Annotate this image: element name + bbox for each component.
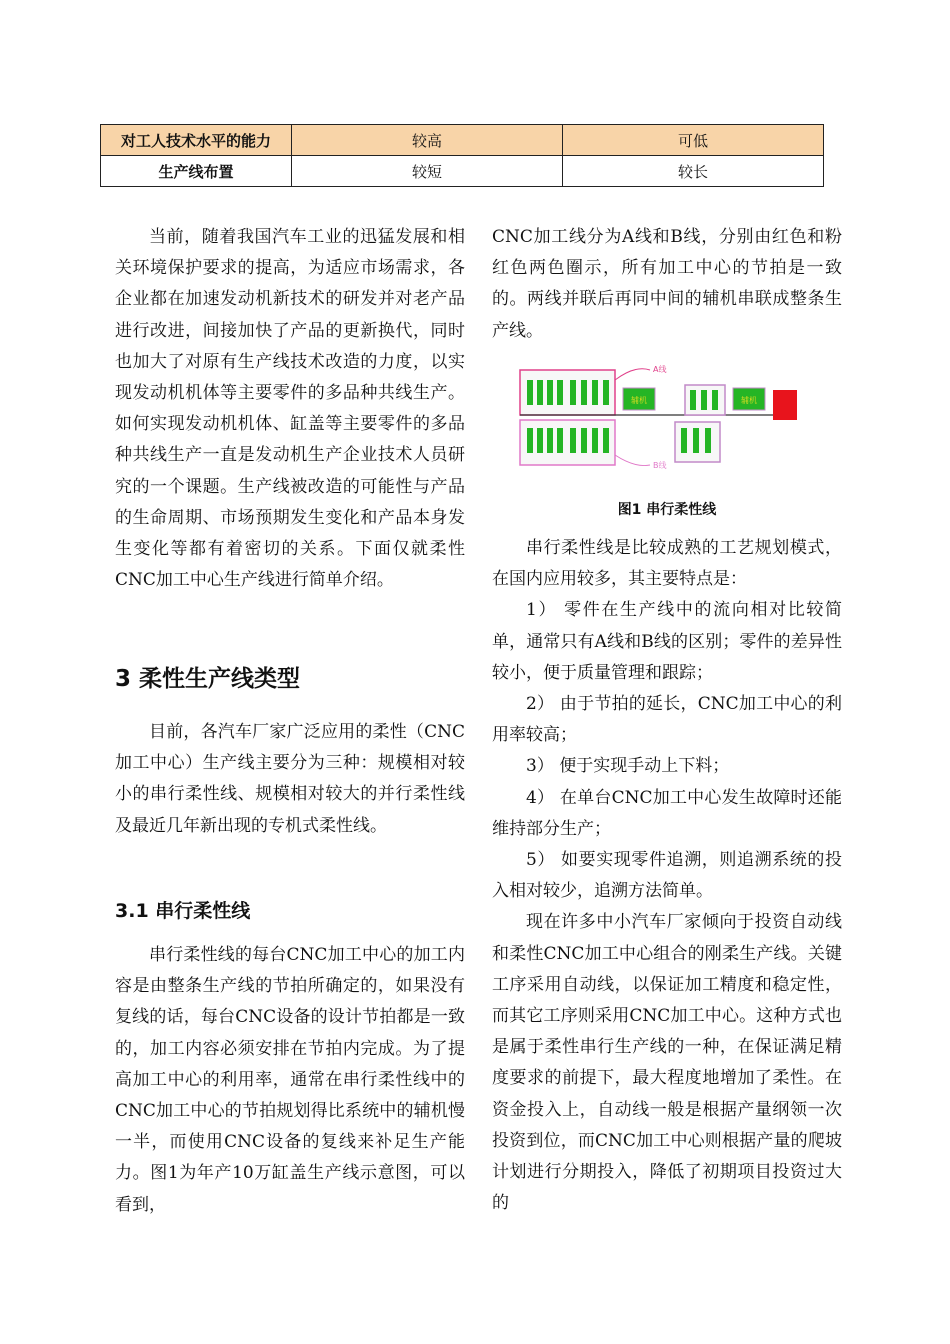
list-item: 3） 便于实现手动上下料； [526,756,730,777]
red-block [773,390,797,420]
table-cell: 生产线布置 [101,156,292,187]
list-item: 5） 如要实现零件追溯，则追溯系统的投入相对较少，追溯方法简单。 [492,850,842,902]
right-column-top [492,222,842,347]
paragraph: 串行柔性线的每台CNC加工中心的加工内容是由整条生产线的节拍所确定的，如果没有复线的话，每台CNC设备的设计节拍都是一致的，加工内容必须安排在节拍内完成。为了提高加工中心的利用率，通常在串行柔性线中的CNC加工中心的节拍规划得比系统中的辅机慢一半，而使用CNC设备的复线来补足生产能力。图1为年产10万缸盖生产线示意图，可以看到， [115,945,465,1215]
table-cell: 较高 [292,125,563,156]
list-item: 2） 由于节拍的延长，CNC加工中心的利用率较高； [492,694,842,746]
list-item: 4） 在单台CNC加工中心发生故障时还能维持部分生产； [492,787,842,839]
paragraph: CNC加工线分为A线和B线，分别由红色和粉红色两色圈示，所有加工中心的节拍是一致的。两线并联后再同中间的辅机串联成整条生产线。 [492,227,842,341]
line-b-callout [615,455,650,466]
paragraph: 目前，各汽车厂家广泛应用的柔性（CNC加工中心）生产线主要分为三种：规模相对较小的串行柔性线、规模相对较大的并行柔性线及最近几年新出现的专机式柔性线。 [115,722,465,836]
left-column-subsection [115,940,465,1221]
list-item: 1） 零件在生产线中的流向相对比较简单，通常只有A线和B线的区别；零件的差异性较小，便于质量管理和跟踪； [492,600,842,683]
paragraph: 串行柔性线是比较成熟的工艺规划模式，在国内应用较多，其主要特点是： [492,538,842,590]
table-cell: 较短 [292,156,563,187]
table-cell: 可低 [563,125,824,156]
table-row [101,125,824,156]
right-column-body [492,533,842,1219]
comparison-table [100,124,824,187]
line-a-callout [615,369,650,380]
left-column-section [115,717,465,842]
table-cell: 较长 [563,156,824,187]
paragraph: 当前，随着我国汽车工业的迅猛发展和相关环境保护要求的提高，为适应市场需求，各企业都在加速发动机新技术的研发并对老产品进行改进，间接加快了产品的更新换代，同时也加大了对原有生产线技术改造的力度，以实现发动机机体等主要零件的多品种共线生产。如何实现发动机机体、缸盖等主要零件的多品种共线生产一直是发动机生产企业技术人员研究的一个课题。生产线被改造的可能性与产品的生命周期、市场预期发生变化和产品本身发生变化等都有着密切的关系。下面仅就柔性CNC加工中心生产线进行简单介绍。 [115,227,465,591]
figure-serial-flexible-line [515,360,805,475]
subsection-heading: 3.1 串行柔性线 [115,900,251,922]
aux-label-2: 辅机 [741,396,757,405]
paragraph: 现在许多中小汽车厂家倾向于投资自动线和柔性CNC加工中心组合的刚柔生产线。关键工序采用自动线，以保证加工精度和稳定性，而其它工序则采用CNC加工中心。这种方式也是属于柔性串行生产线的一种，在保证满足精度要求的前提下，最大程度地增加了柔性。在资金投入上，自动线一般是根据产量纲领一次投资到位，而CNC加工中心则根据产量的爬坡计划进行分期投入，降低了初期项目投资过大的 [492,912,842,1214]
line-a-outline [520,370,615,415]
line-a-label: A线 [653,365,667,374]
figure-caption: 图1 串行柔性线 [617,502,717,518]
line-b-label: B线 [653,461,667,470]
line-b-outline [520,420,615,465]
aux-label-1: 辅机 [631,396,647,405]
left-column [115,222,465,596]
section-heading: 3 柔性生产线类型 [115,666,301,692]
aux-station-machines [690,390,718,410]
table-row [101,156,824,187]
bottom-station-machines [681,428,711,453]
table-cell: 对工人技术水平的能力 [101,125,292,156]
